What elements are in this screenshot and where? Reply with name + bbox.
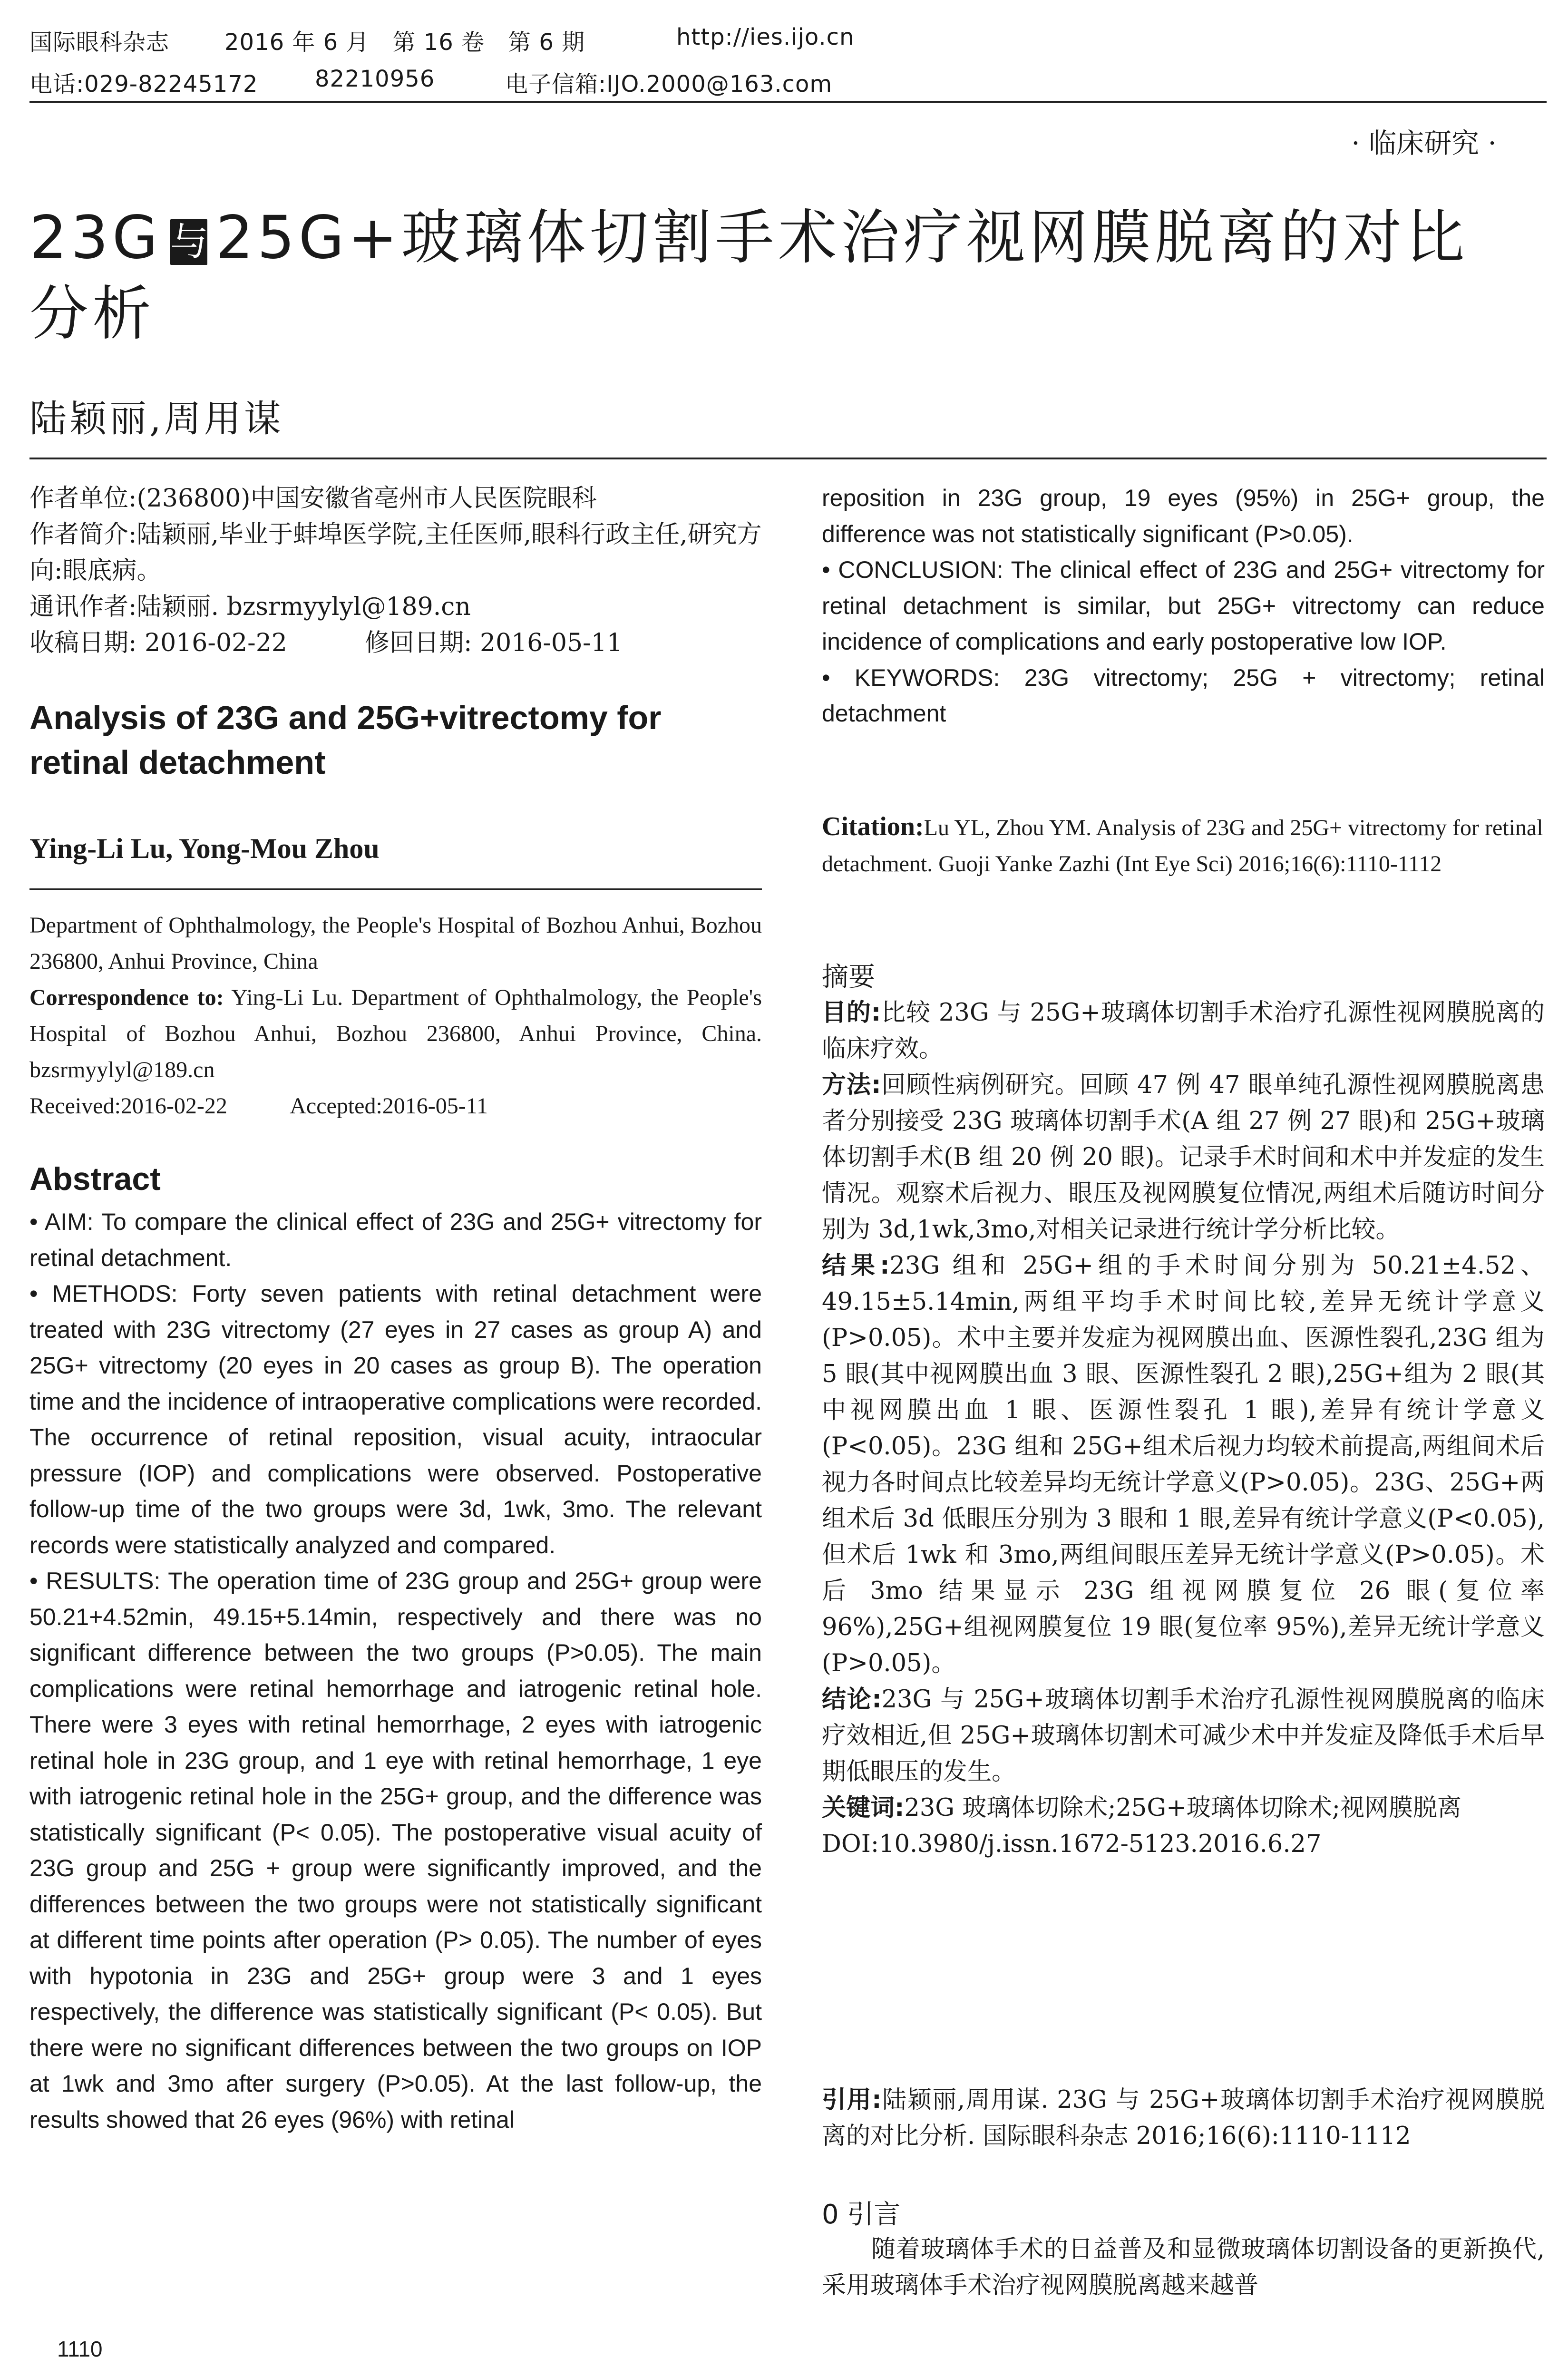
title-part1: 23G [29,204,162,272]
journal-phone: 电话:029-82245172 [29,71,258,97]
author-corr: 通讯作者:陆颖丽. bzsrmyylyl@189.cn [29,593,471,621]
journal-name: 国际眼科杂志 [29,29,170,56]
affil-divider [29,888,762,890]
english-authors: Ying-Li Lu, Yong-Mou Zhou [29,833,380,864]
article-title [29,200,1542,352]
received-date-en: Received:2016-02-22 [29,1093,227,1119]
title-part2: 25G+玻璃体切割手术治疗视网膜脱离的对比 [215,204,1469,272]
zh-results [822,1248,1545,1682]
zh-results-label: 结果: [822,1252,890,1280]
zh-methods [822,1067,1545,1248]
abstract-left [29,1204,762,2138]
zh-keywords-text: 23G 玻璃体切除术;25G+玻璃体切除术;视网膜脱离 [904,1794,1461,1822]
title-part3: 分析 [29,280,156,348]
journal-fax: 82210956 [315,66,435,92]
citation-text: Lu YL, Zhou YM. Analysis of 23G and 25G+ vitrectomy for retinal detachment. Guoji Yanke Zazhi (Int Eye Sci) 2016;16(6):1110-1112 [822,815,1543,877]
zh-aim-label: 目的: [822,999,881,1027]
zh-abstract [822,995,1545,1862]
abstract-keywords: • KEYWORDS: 23G vitrectomy; 25G + vitrectomy; retinal detachment [822,664,1545,727]
authors-cn: 陆颖丽,周用谋 [29,398,284,440]
affil-dates [29,1088,762,1124]
english-title: Analysis of 23G and 25G+vitrectomy for retinal detachment [29,699,662,781]
intro-text: 随着玻璃体手术的日益普及和显微玻璃体切割设备的更新换代,采用玻璃体手术治疗视网膜脱离越来越普 [822,2235,1545,2299]
affil-dept: Department of Ophthalmology, the People's Hospital of Bozhou Anhui, Bozhou 236800, Anhui Province, China [29,913,762,974]
abstract-methods: • METHODS: Forty seven patients with retinal detachment were treated with 23G vitrectomy (27 eyes in 27 cases as group A) and 25G+ vitrectomy (20 eyes in 20 cases as group B). The operation time and the incidence of intraoperative complications were recorded. The occurrence of retinal reposition, visual acuity, intraocular pressure (IOP) and complications were observed. Postoperative follow-up time of the two groups were 3d, 1wk, 3mo. The relevant records were statistically analyzed and compared. [29,1280,762,1559]
received-date-cn: 收稿日期: 2016-02-22 [29,629,287,657]
title-mark: 与 [170,220,208,264]
zh-conclusion-text: 23G 与 25G+玻璃体切割手术治疗孔源性视网膜脱离的临床疗效相近,但 25G+玻璃体切割术可减少术中并发症及降低手术后早期低眼压的发生。 [822,1685,1545,1786]
zh-abstract-heading: 摘要 [822,962,875,993]
affil-corr-text: Ying-Li Lu. Department of Ophthalmology, the People's Hospital of Bozhou Anhui, Bozhou 236800, Anhui Province, China. bzsrmyylyl@189.cn [29,985,762,1082]
author-unit: 作者单位:(236800)中国安徽省亳州市人民医院眼科 [29,484,597,513]
journal-issue: 2016 年 6 月 第 16 卷 第 6 期 [224,29,585,56]
abstract-aim: • AIM: To compare the clinical effect of 23G and 25G+ vitrectomy for retinal detachment. [29,1208,762,1271]
zh-methods-label: 方法: [822,1071,881,1099]
citation-label: Citation: [822,812,924,841]
zh-keywords-label: 关键词: [822,1794,905,1822]
abstract-heading: Abstract [29,1161,161,1197]
title-divider [29,458,1547,459]
zh-conclusion-label: 结论: [822,1685,882,1714]
abstract-conclusion: • CONCLUSION: The clinical effect of 23G and 25G+ vitrectomy for retinal detachment is similar, but 25G+ vitrectomy can reduce incidence of complications and early postoperative low IOP. [822,556,1545,655]
zh-doi: DOI:10.3980/j.issn.1672-5123.2016.6.27 [822,1830,1322,1858]
zh-aim-text: 比较 23G 与 25G+玻璃体切割手术治疗孔源性视网膜脱离的临床疗效。 [822,999,1545,1063]
zh-keywords [822,1790,1545,1826]
revised-date-cn: 修回日期: 2016-05-11 [364,629,623,657]
header-divider [29,101,1547,103]
abstract-results: • RESULTS: The operation time of 23G group and 25G+ group were 50.21+4.52min, 49.15+5.14min, respectively and there was no significant difference between the two groups (P>0.05). The main complications were retinal hemorrhage and iatrogenic retinal hole. There were 3 eyes with retinal hemorrhage, 2 eyes with iatrogenic retinal hole in 23G group, and 1 eye with retinal hemorrhage, 1 eye with iatrogenic retinal hole in the 25G+ group, and the difference was statistically significant (P< 0.05). The postoperative visual acuity of 23G group and 25G + group were significantly improved, and the differences between the two groups were not statistically significant at different time points after operation (P> 0.05). The number of eyes with hypotonia in 23G and 25G+ group were 3 and 1 eyes respectively, the difference was statistically significant (P< 0.05). But there were no significant differences between the two groups on IOP at 1wk and 3mo after surgery (P>0.05). At the last follow-up, the results showed that 26 eyes (96%) with retinal [29,1568,762,2133]
zh-citation [822,2082,1545,2154]
zh-conclusion [822,1682,1545,1790]
journal-email[interactable]: 电子信箱:IJO.2000@163.com [505,71,833,97]
accepted-date-en: Accepted:2016-05-11 [290,1093,488,1119]
zh-results-text: 23G 组和 25G+组的手术时间分别为 50.21±4.52、49.15±5.14min,两组平均手术时间比较,差异无统计学意义(P>0.05)。术中主要并发症为视网膜出血、医源性裂孔,23G 组为 5 眼(其中视网膜出血 3 眼、医源性裂孔 2 眼),25G+组为 2 眼(其中视网膜出血 1 眼、医源性裂孔 1 眼),差异有统计学意义(P<0.05)。23G 组和 25G+组术后视力均较术前提高,两组间术后视力各时间点比较差异均无统计学意义(P>0.05)。23G、25G+两组术后 3d 低眼压分别为 3 眼和 1 眼,差异有统计学意义(P<0.05),但术后 1wk 和 3mo,两组间眼压差异无统计学意义(P>0.05)。术后 3mo 结果显示 23G 组视网膜复位 26 眼(复位率 96%),25G+组视网膜复位 19 眼(复位率 95%),差异无统计学意义(P>0.05)。 [822,1252,1545,1677]
affiliation [29,907,762,1124]
zh-citation-text: 陆颖丽,周用谋. 23G 与 25G+玻璃体切割手术治疗视网膜脱离的对比分析. 国际眼科杂志 2016;16(6):1110-1112 [822,2086,1545,2150]
zh-methods-text: 回顾性病例研究。回顾 47 例 47 眼单纯孔源性视网膜脱离患者分别接受 23G 玻璃体切割手术(A 组 27 例 27 眼)和 25G+玻璃体切割手术(B 组 20 例 20 眼)。记录手术时间和术中并发症的发生情况。观察术后视力、眼压及视网膜复位情况,两组术后随访时间分别为 3d,1wk,3mo,对相关记录进行统计学分析比较。 [822,1071,1545,1244]
page-number: 1110 [57,2337,103,2361]
intro-heading: 0 引言 [822,2199,901,2230]
affil-corr-label: Correspondence to: [29,985,224,1010]
author-dates [29,625,762,661]
journal-url[interactable]: http://ies.ijo.cn [676,24,855,50]
abstract-right [822,480,1545,732]
abstract-results-cont: reposition in 23G group, 19 eyes (95%) in 25G+ group, the difference was not statistically significant (P>0.05). [822,485,1545,547]
citation-en [822,809,1545,882]
author-info [29,480,762,661]
author-bio: 作者简介:陆颖丽,毕业于蚌埠医学院,主任医师,眼科行政主任,研究方向:眼底病。 [29,520,762,585]
zh-aim [822,995,1545,1067]
section-tag: · 临床研究 · [1351,127,1497,159]
zh-citation-label: 引用: [822,2086,882,2114]
affil-corr [29,980,762,1088]
